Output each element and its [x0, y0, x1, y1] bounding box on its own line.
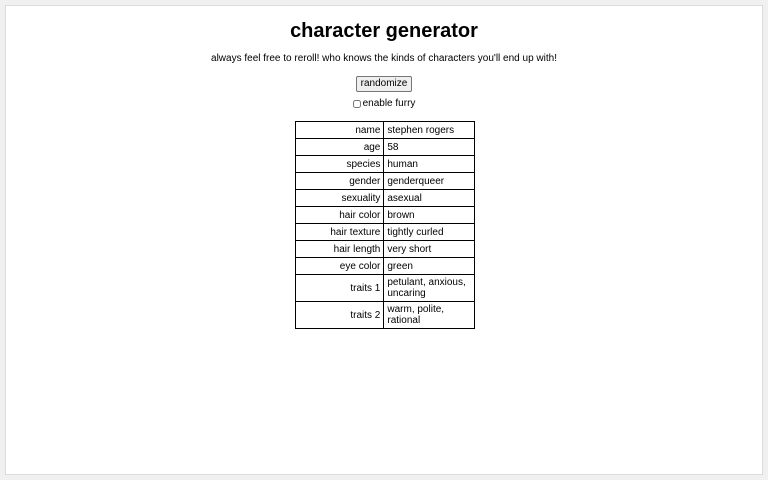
enable-furry-checkbox[interactable]	[353, 100, 361, 108]
table-row	[296, 122, 475, 139]
table-row	[296, 302, 475, 329]
row-value-age: 58	[384, 139, 475, 156]
row-label-hair-length: hair length	[296, 241, 384, 258]
table-row	[296, 190, 475, 207]
page-title: character generator	[290, 20, 478, 42]
row-value-sexuality: asexual	[384, 190, 475, 207]
row-value-hair-color: brown	[384, 207, 475, 224]
row-value-traits-2: warm, polite, rational	[384, 302, 475, 329]
row-label-sexuality: sexuality	[296, 190, 384, 207]
page-frame	[5, 5, 763, 475]
row-label-hair-texture: hair texture	[296, 224, 384, 241]
furry-toggle	[6, 98, 762, 112]
row-label-traits-1: traits 1	[296, 275, 384, 302]
table-row	[296, 156, 475, 173]
row-label-hair-color: hair color	[296, 207, 384, 224]
row-value-species: human	[384, 156, 475, 173]
table-row	[296, 241, 475, 258]
table-row	[296, 207, 475, 224]
row-value-traits-1: petulant, anxious, uncaring	[384, 275, 475, 302]
row-label-gender: gender	[296, 173, 384, 190]
enable-furry-text: enable furry	[362, 98, 416, 109]
randomize-button[interactable]: randomize	[356, 76, 413, 92]
table-row	[296, 224, 475, 241]
page-subtitle: always feel free to reroll! who knows the kinds of characters you'll end up with!	[211, 53, 557, 64]
row-value-name: stephen rogers	[384, 122, 475, 139]
character-table	[295, 121, 475, 329]
row-label-eye-color: eye color	[296, 258, 384, 275]
row-value-gender: genderqueer	[384, 173, 475, 190]
table-row	[296, 258, 475, 275]
row-value-hair-texture: tightly curled	[384, 224, 475, 241]
enable-furry-label[interactable]	[353, 98, 416, 110]
row-value-eye-color: green	[384, 258, 475, 275]
table-row	[296, 139, 475, 156]
row-label-age: age	[296, 139, 384, 156]
table-row	[296, 275, 475, 302]
row-label-species: species	[296, 156, 384, 173]
row-label-name: name	[296, 122, 384, 139]
table-row	[296, 173, 475, 190]
randomize-button-wrap	[6, 73, 762, 92]
row-value-hair-length: very short	[384, 241, 475, 258]
row-label-traits-2: traits 2	[296, 302, 384, 329]
